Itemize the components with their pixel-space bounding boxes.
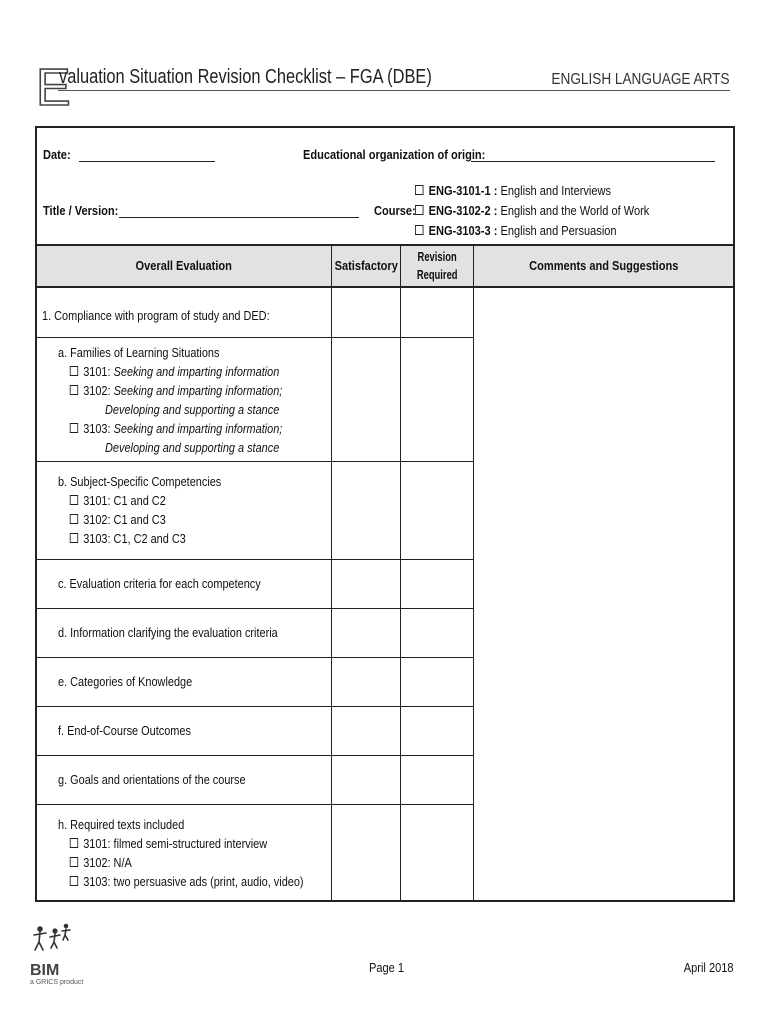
course-option-3102[interactable]: ENG-3102-2 : English and the World of Work	[415, 203, 649, 218]
org-label: Educational organization of origin:	[303, 147, 486, 162]
row-required-texts: h. Required texts included 3101: filmed semi-structured interview 3102: N/A 3103: two persuasive ads (print, audio, video)	[58, 817, 304, 889]
row-subject-competencies: b. Subject-Specific Competencies 3101: C1 and C2 3102: C1 and C3 3103: C1, C2 and C3	[58, 474, 222, 546]
checkbox-icon[interactable]	[70, 514, 78, 524]
row-divider	[37, 706, 474, 707]
row-divider	[37, 559, 474, 560]
title-version-field[interactable]	[119, 217, 359, 218]
row-evaluation-criteria: c. Evaluation criteria for each competency	[58, 576, 261, 591]
footer-date: April 2018	[684, 960, 734, 975]
row-goals: g. Goals and orientations of the course	[58, 772, 246, 787]
header-revision-required: Revision Required	[416, 249, 458, 282]
checkbox-icon[interactable]	[70, 366, 78, 376]
continuation-text: Developing and supporting a stance	[105, 402, 280, 417]
row-label: a. Families of Learning Situations	[58, 345, 220, 360]
org-field[interactable]	[471, 161, 715, 162]
row-divider	[37, 337, 474, 338]
course-option-3101[interactable]: ENG-3101-1 : English and Interviews	[415, 183, 611, 198]
header-satisfactory: Satisfactory	[334, 258, 398, 273]
checkbox-icon[interactable]	[70, 838, 78, 848]
row-divider	[37, 804, 474, 805]
checkbox-icon[interactable]	[415, 185, 424, 195]
title-version-label: Title / Version:	[43, 203, 119, 218]
page-title: valuation Situation Revision Checklist – FGA (DBE)	[59, 66, 432, 88]
row-categories-knowledge: e. Categories of Knowledge	[58, 674, 193, 689]
form-info-area	[37, 128, 733, 244]
course-label: Course:	[374, 203, 416, 218]
column-divider	[400, 244, 401, 900]
checkbox-icon[interactable]	[70, 495, 78, 505]
row-divider	[37, 755, 474, 756]
checkbox-icon[interactable]	[70, 876, 78, 886]
header-comments: Comments and Suggestions	[528, 258, 679, 273]
row-end-of-course: f. End-of-Course Outcomes	[58, 723, 191, 738]
subject-heading: ENGLISH LANGUAGE ARTS	[551, 71, 730, 88]
row-compliance: 1. Compliance with program of study and DED:	[42, 308, 270, 323]
row-divider	[37, 608, 474, 609]
checkbox-icon[interactable]	[70, 423, 78, 433]
continuation-text: Developing and supporting a stance	[105, 440, 280, 455]
checkbox-icon[interactable]	[70, 857, 78, 867]
logo-subtext: a GRICS product	[30, 979, 84, 986]
date-field[interactable]	[79, 161, 215, 162]
date-label: Date:	[43, 147, 71, 162]
row-families-of-learning: a. Families of Learning Situations 3101: Seeking and imparting information 3102: Seeking and imparting information; Developing and supporting a stance 3103: Seeking and imparting information; Developing and supporting a stance	[58, 345, 283, 455]
checklist-form	[35, 126, 735, 902]
row-label: b. Subject-Specific Competencies	[58, 474, 222, 489]
title-initial: E	[36, 59, 71, 117]
figures-icon	[28, 920, 78, 958]
column-divider	[331, 244, 332, 900]
page-number: Page 1	[369, 960, 405, 975]
checkbox-icon[interactable]	[70, 385, 78, 395]
header-overall-evaluation: Overall Evaluation	[135, 258, 233, 273]
row-divider	[37, 461, 474, 462]
checkbox-icon[interactable]	[415, 205, 424, 215]
column-divider	[473, 244, 474, 900]
course-option-3103[interactable]: ENG-3103-3 : English and Persuasion	[415, 223, 617, 238]
logo-text: BIM	[30, 962, 60, 979]
checkbox-icon[interactable]	[70, 533, 78, 543]
table-header-row	[37, 244, 733, 288]
row-divider	[37, 657, 474, 658]
checkbox-icon[interactable]	[415, 225, 424, 235]
bim-logo	[28, 920, 88, 990]
title-rule	[58, 90, 730, 91]
row-clarifying-info: d. Information clarifying the evaluation criteria	[58, 625, 278, 640]
row-label: h. Required texts included	[58, 817, 185, 832]
